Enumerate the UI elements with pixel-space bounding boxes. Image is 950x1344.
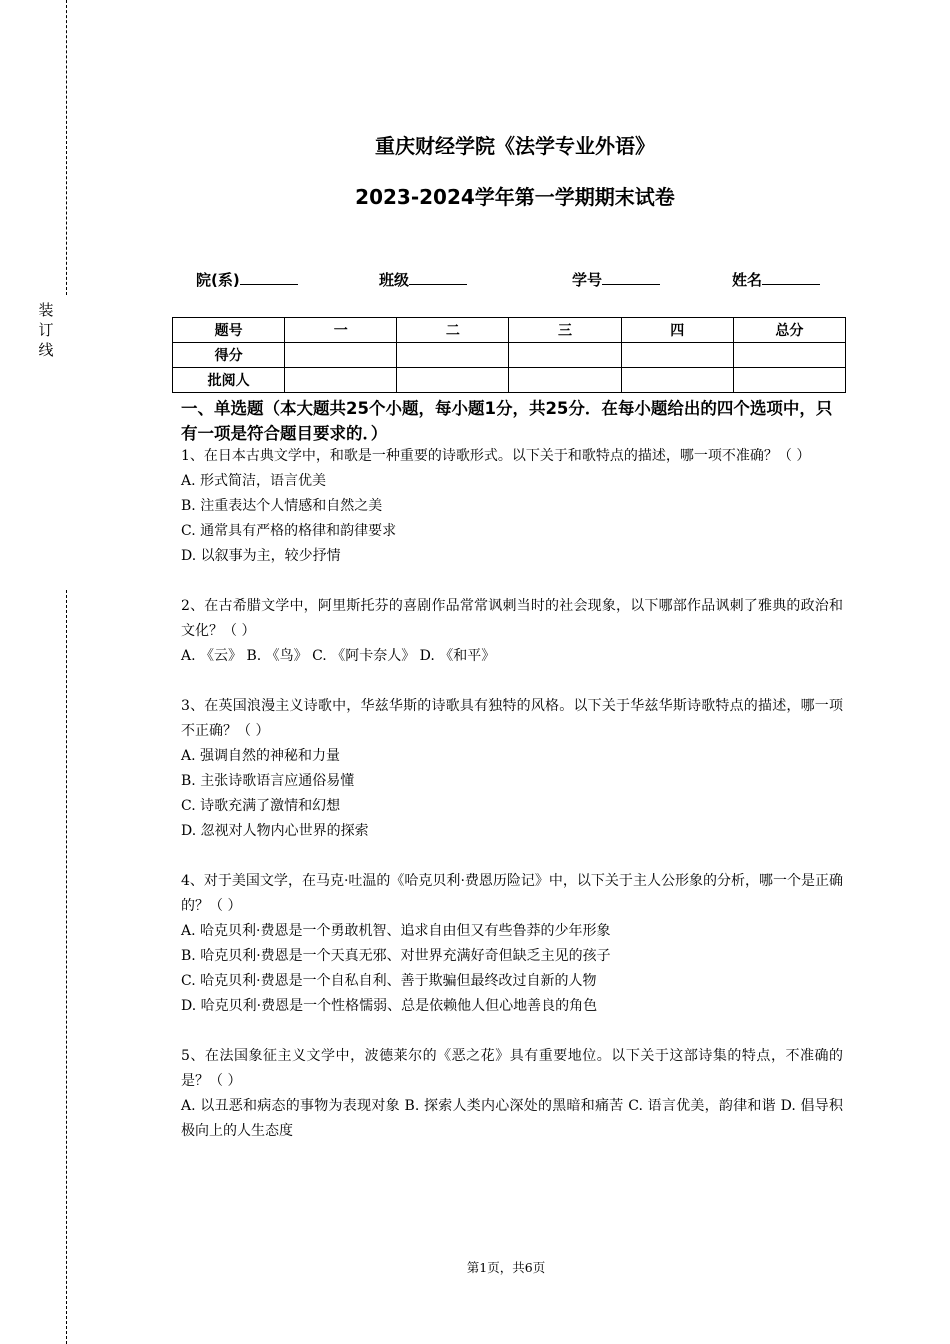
question-stem: 3、在英国浪漫主义诗歌中，华兹华斯的诗歌具有独特的风格。以下关于华兹华斯诗歌特点的描述，哪一项不正确？（ ） (181, 698, 843, 739)
student-info-row (0, 268, 950, 292)
exam-subtitle: 2023-2024学年第一学期期末试卷 (355, 185, 675, 209)
question-stem: 2、在古希腊文学中，阿里斯托芬的喜剧作品常常讽刺当时的社会现象，以下哪部作品讽刺了雅典的政治和文化？（ ） (181, 598, 843, 639)
score-table (172, 317, 846, 393)
question-1 (181, 444, 843, 569)
exam-title: 重庆财经学院《法学专业外语》 (375, 134, 655, 158)
reviewer-cell[interactable] (397, 368, 509, 393)
option-a[interactable]: A. 强调自然的神秘和力量 (181, 748, 341, 764)
option-c[interactable]: C. 通常具有严格的格律和韵律要求 (181, 523, 397, 539)
option-b[interactable]: B. 注重表达个人情感和自然之美 (181, 498, 383, 514)
section-heading: 一、单选题（本大题共25个小题，每小题1分，共25分．在每小题给出的四个选项中，只有一项是符合题目要求的．） (181, 399, 833, 443)
score-table-row (173, 343, 846, 368)
question-stem: 5、在法国象征主义文学中，波德莱尔的《恶之花》具有重要地位。以下关于这部诗集的特点，不准确的是？（ ） (181, 1048, 843, 1089)
question-4 (181, 869, 843, 1019)
question-list (181, 444, 843, 1169)
score-table-header-cell: 四 (621, 318, 733, 343)
question-2 (181, 594, 843, 669)
score-cell[interactable] (285, 343, 397, 368)
reviewer-row-label: 批阅人 (173, 368, 285, 393)
score-table-header-cell: 三 (509, 318, 621, 343)
binding-char: 装 (38, 301, 54, 319)
score-table-row (173, 368, 846, 393)
option-c[interactable]: C. 诗歌充满了激情和幻想 (181, 798, 341, 814)
score-table-header-cell: 题号 (173, 318, 285, 343)
score-cell[interactable] (733, 343, 845, 368)
option-a[interactable]: A. 形式简洁，语言优美 (181, 473, 327, 489)
score-table-header-row (173, 318, 846, 343)
binding-label (36, 300, 56, 360)
student-id-blank[interactable] (602, 268, 660, 285)
class-blank[interactable] (409, 268, 467, 285)
score-cell[interactable] (509, 343, 621, 368)
class-field[interactable]: 班级 (379, 268, 467, 290)
binding-char: 订 (38, 321, 54, 339)
options-inline[interactable]: A. 《云》 B. 《鸟》 C. 《阿卡奈人》 D. 《和平》 (181, 648, 496, 664)
option-c[interactable]: C. 哈克贝利·费恩是一个自私自利、善于欺骗但最终改过自新的人物 (181, 973, 597, 989)
option-a[interactable]: A. 哈克贝利·费恩是一个勇敢机智、追求自由但又有些鲁莽的少年形象 (181, 923, 611, 939)
option-b[interactable]: B. 主张诗歌语言应通俗易懂 (181, 773, 355, 789)
binding-char: 线 (38, 341, 54, 359)
score-cell[interactable] (397, 343, 509, 368)
department-blank[interactable] (240, 268, 298, 285)
option-d[interactable]: D. 哈克贝利·费恩是一个性格懦弱、总是依赖他人但心地善良的角色 (181, 998, 598, 1014)
reviewer-cell[interactable] (733, 368, 845, 393)
student-id-field[interactable]: 学号 (572, 268, 660, 290)
name-blank[interactable] (762, 268, 820, 285)
option-d[interactable]: D. 以叙事为主，较少抒情 (181, 548, 341, 564)
score-cell[interactable] (621, 343, 733, 368)
department-field[interactable]: 院(系) (196, 268, 298, 290)
score-table-header-cell: 一 (285, 318, 397, 343)
option-d[interactable]: D. 忽视对人物内心世界的探索 (181, 823, 369, 839)
options-inline[interactable]: A. 以丑恶和病态的事物为表现对象 B. 探索人类内心深处的黑暗和痛苦 C. 语言优美，韵律和谐 D. 倡导积极向上的人生态度 (181, 1098, 843, 1139)
binding-dashed-line-bottom (66, 590, 67, 1344)
reviewer-cell[interactable] (621, 368, 733, 393)
option-b[interactable]: B. 哈克贝利·费恩是一个天真无邪、对世界充满好奇但缺乏主见的孩子 (181, 948, 611, 964)
name-field[interactable]: 姓名 (732, 268, 820, 290)
score-table-header-cell: 总分 (733, 318, 845, 343)
question-3 (181, 694, 843, 844)
page-number: 第1页，共6页 (466, 1260, 546, 1275)
reviewer-cell[interactable] (509, 368, 621, 393)
question-5 (181, 1044, 843, 1144)
score-table-header-cell: 二 (397, 318, 509, 343)
question-stem: 4、对于美国文学，在马克·吐温的《哈克贝利·费恩历险记》中，以下关于主人公形象的分析，哪一个是正确的？（ ） (181, 873, 843, 914)
reviewer-cell[interactable] (285, 368, 397, 393)
score-row-label: 得分 (173, 343, 285, 368)
question-stem: 1、在日本古典文学中，和歌是一种重要的诗歌形式。以下关于和歌特点的描述，哪一项不准确？（ ） (181, 448, 811, 464)
